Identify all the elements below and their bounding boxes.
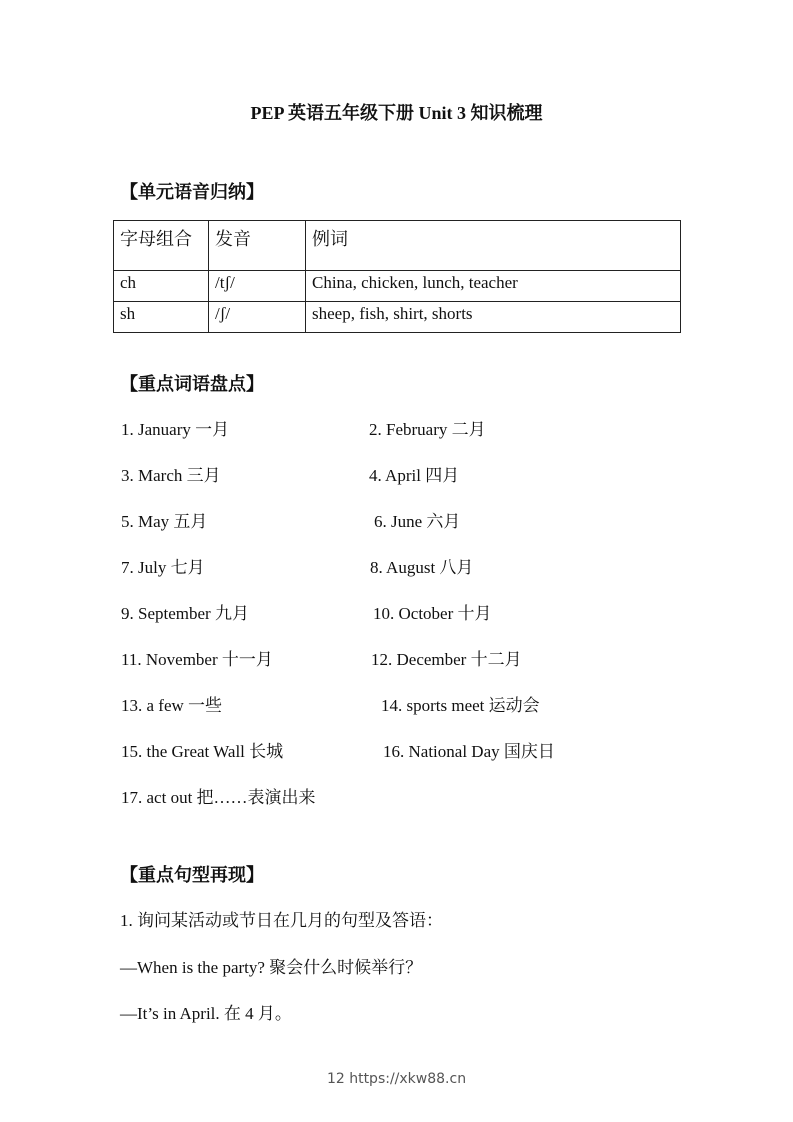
section-heading-vocabulary: 【重点词语盘点】: [120, 374, 264, 395]
sentence-line: —When is the party? 聚会什么时候举行？: [120, 958, 423, 977]
vocab-item: 11. November 十一月: [121, 650, 273, 669]
vocab-item: 15. the Great Wall 长城: [121, 742, 284, 761]
vocab-item: 8. August 八月: [370, 558, 474, 577]
vocab-item: 9. September 九月: [121, 604, 249, 623]
table-header-row: [114, 221, 681, 271]
vocab-item: 16. National Day 国庆日: [383, 742, 555, 761]
vocab-item: 10. October 十月: [373, 604, 492, 623]
vocab-item: 6. June 六月: [374, 512, 461, 531]
sentence-line: —It’s in April. 在 4 月。: [120, 1004, 292, 1023]
table-header-cell: 例词: [306, 221, 681, 271]
vocab-item: 4. April 四月: [369, 466, 460, 485]
phonics-table: [113, 220, 681, 333]
vocab-item: 5. May 五月: [121, 512, 208, 531]
section-heading-sentences: 【重点句型再现】: [120, 865, 264, 886]
table-row: [114, 271, 681, 302]
table-cell: /tʃ/: [209, 271, 306, 302]
table-cell: sh: [114, 302, 209, 333]
table-row: [114, 302, 681, 333]
sentence-pattern-heading: 1. 询问某活动或节日在几月的句型及答语：: [120, 911, 443, 930]
table-header-cell: 发音: [209, 221, 306, 271]
table-cell: ch: [114, 271, 209, 302]
vocab-item: 14. sports meet 运动会: [381, 696, 540, 715]
vocab-item: 2. February 二月: [369, 420, 486, 439]
table-cell: /ʃ/: [209, 302, 306, 333]
vocab-item: 1. January 一月: [121, 420, 230, 439]
vocab-item: 13. a few 一些: [121, 696, 223, 715]
section-heading-phonics: 【单元语音归纳】: [120, 182, 264, 203]
vocab-item: 3. March 三月: [121, 466, 221, 485]
vocab-item: 17. act out 把……表演出来: [121, 788, 316, 807]
table-cell: China, chicken, lunch, teacher: [306, 271, 681, 302]
table-header-cell: 字母组合: [114, 221, 209, 271]
vocab-item: 7. July 七月: [121, 558, 205, 577]
page-title: PEP 英语五年级下册 Unit 3 知识梳理: [250, 103, 543, 123]
vocab-item: 12. December 十二月: [371, 650, 522, 669]
page-footer: 12 https://xkw88.cn: [326, 1071, 467, 1087]
table-cell: sheep, fish, shirt, shorts: [306, 302, 681, 333]
